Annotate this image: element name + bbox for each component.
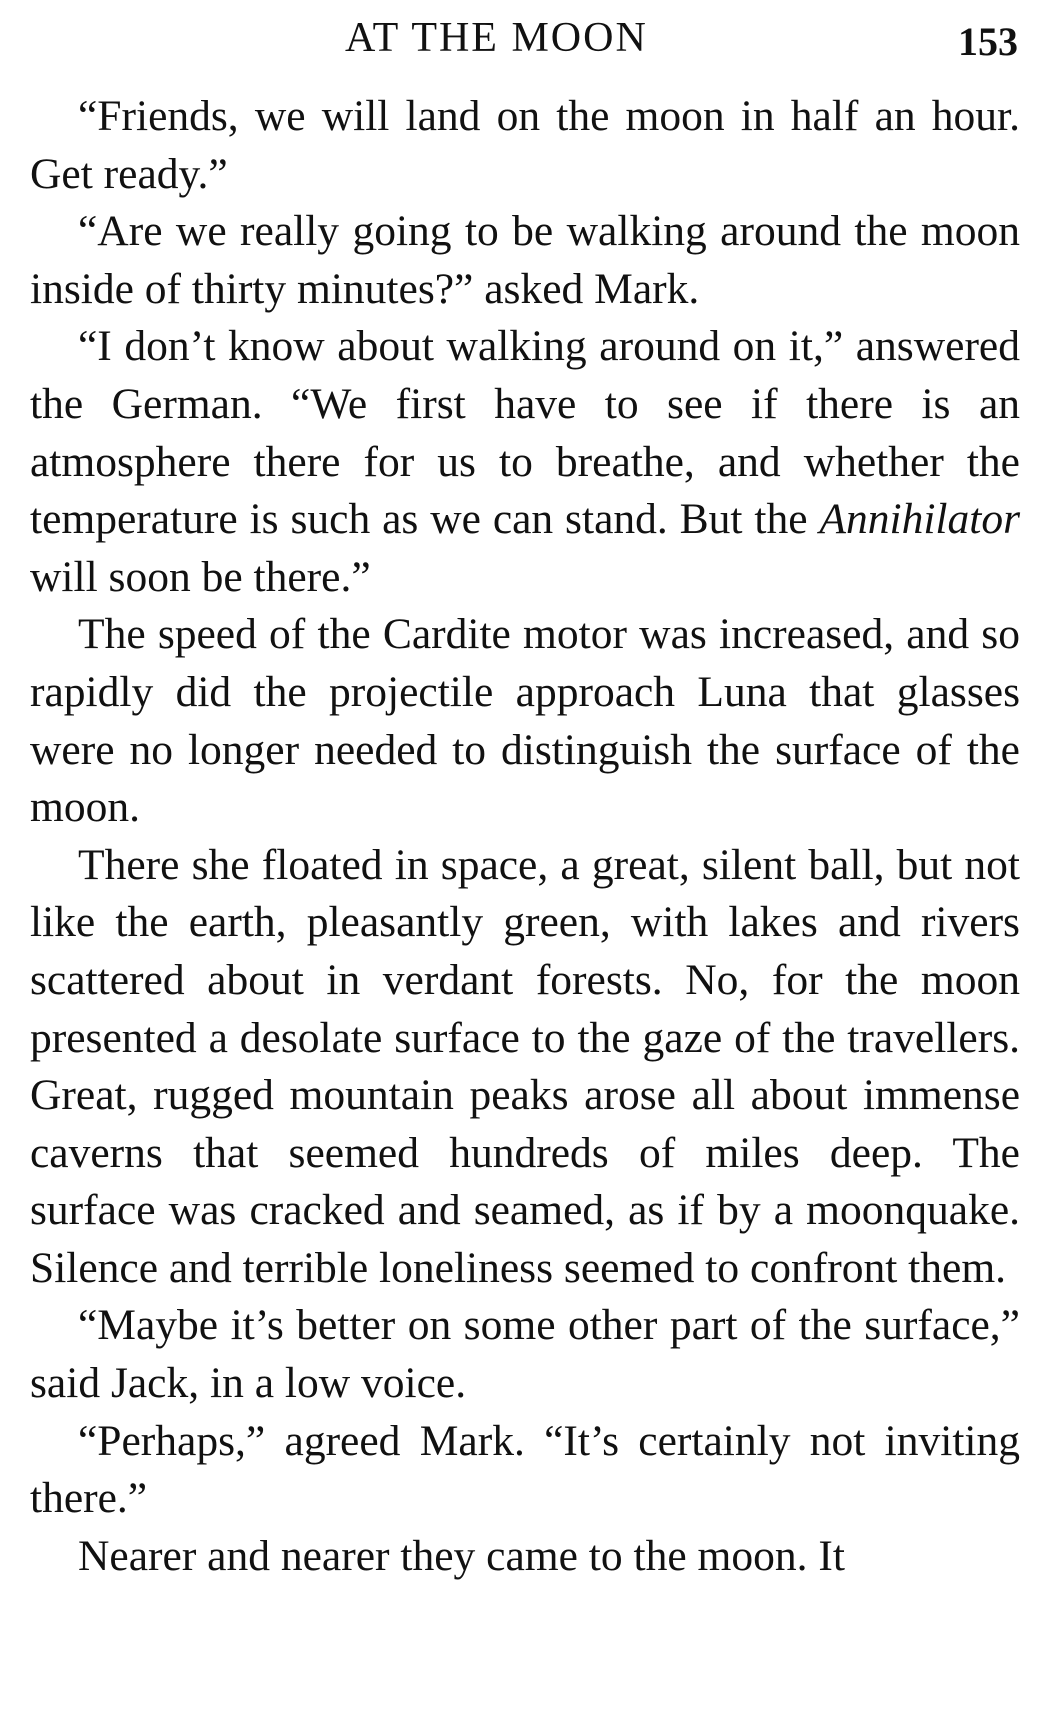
italic-ship-name: Annihilator bbox=[819, 495, 1020, 544]
paragraph: “I don’t know about walking around on it,” answered the German. “We first have to see if there is an atmosphere there for us to breathe, and whether the temperature is such as we can stand. But the Annihilator will soon be there.” bbox=[30, 322, 1020, 601]
paragraph: “Are we really going to be walking around the moon inside of thirty minutes?” asked Mark. bbox=[30, 207, 1020, 313]
paragraph: Nearer and nearer they came to the moon. It bbox=[78, 1531, 845, 1580]
running-head: AT THE MOON bbox=[345, 15, 648, 61]
page-number: 153 bbox=[958, 19, 1018, 64]
paragraph: “Friends, we will land on the moon in half an hour. Get ready.” bbox=[30, 92, 1020, 198]
paragraph: The speed of the Cardite motor was increased, and so rapidly did the projectile approach Luna that glasses were no longer needed to distinguish the surface of the moon. bbox=[30, 610, 1020, 832]
body-text bbox=[30, 88, 1020, 1585]
paragraph: “Perhaps,” agreed Mark. “It’s certainly not inviting there.” bbox=[30, 1416, 1020, 1523]
paragraph: “Maybe it’s better on some other part of the surface,” said Jack, in a low voice. bbox=[30, 1301, 1020, 1408]
paragraph: There she floated in space, a great, silent ball, but not like the earth, pleasantly green, with lakes and rivers scattered about in verdant forests. No, for the moon presented a desolate surface to the gaze of the travellers. Great, rugged mountain peaks arose all about immense caverns that seemed hundreds of miles deep. The surface was cracked and seamed, as if by a moonquake. Silence and terrible loneliness seemed to confront them. bbox=[30, 840, 1020, 1292]
page-header bbox=[0, 10, 1056, 70]
